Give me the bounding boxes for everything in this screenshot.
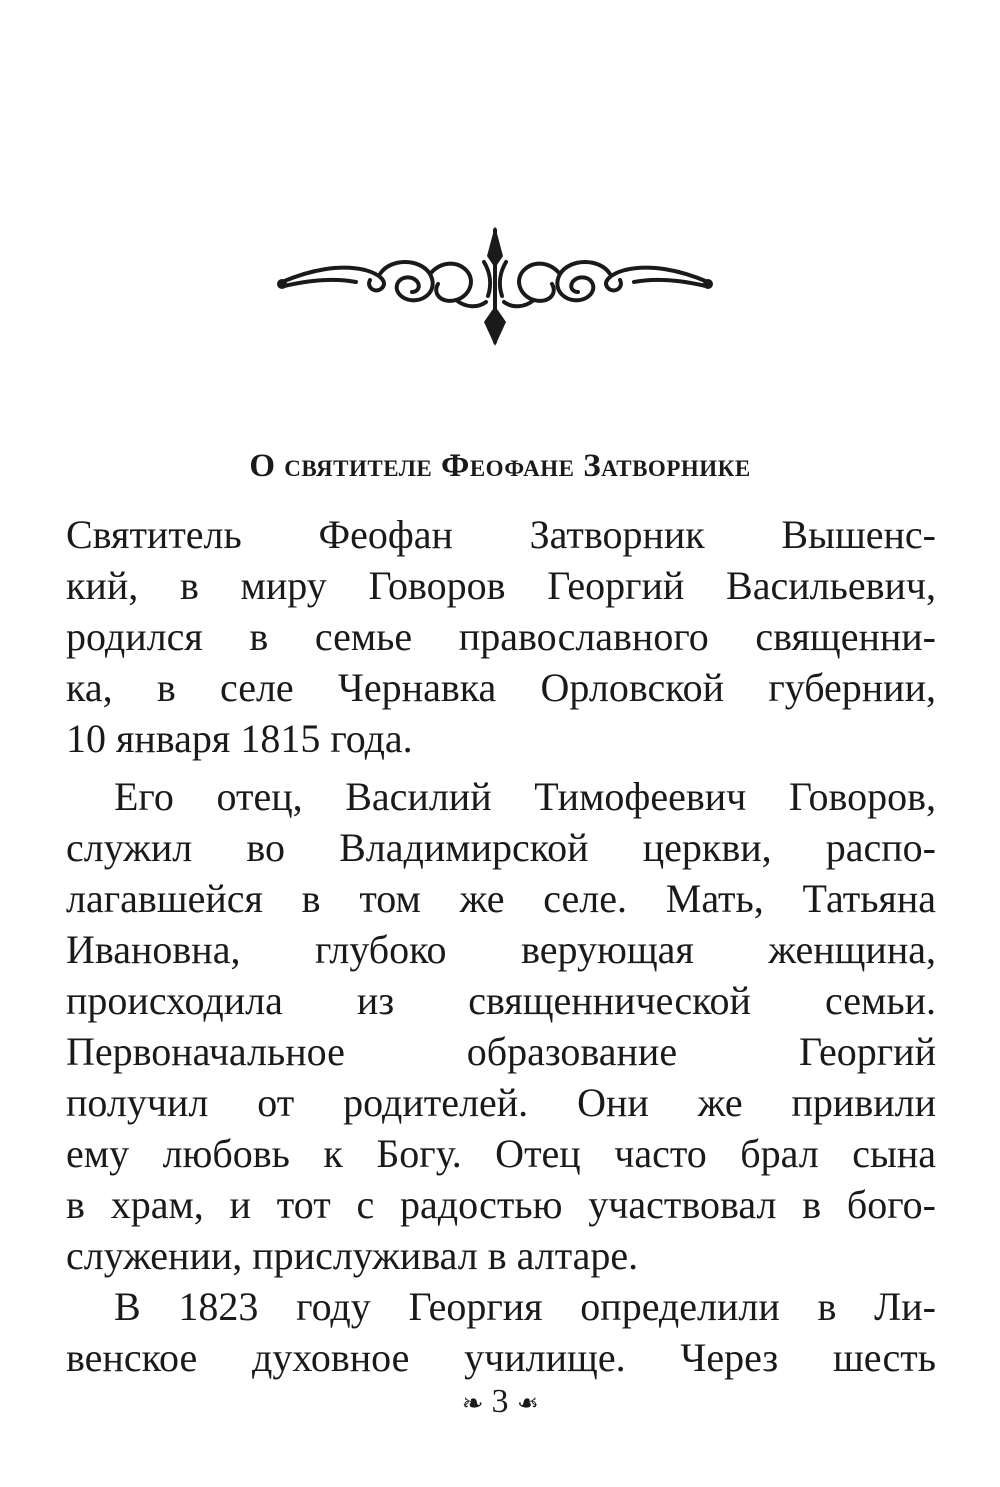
text-line: Первоначальное образование Георгий xyxy=(66,1029,936,1074)
text-line: Святитель Феофан Затворник Вышенс- xyxy=(66,512,936,557)
text-line: лагавшейся в том же селе. Мать, Татьяна xyxy=(66,876,936,921)
text-line: служении, прислуживал в алтаре. xyxy=(66,1233,639,1278)
header-ornament-icon xyxy=(270,222,720,352)
page-number xyxy=(0,1383,1000,1421)
text-line: В 1823 году Георгия определили в Ли- xyxy=(114,1284,936,1329)
right-flourish-icon: ❧ xyxy=(516,1389,539,1419)
text-line: кий, в миру Говоров Георгий Васильевич, xyxy=(66,563,936,608)
page-title: О святителе Феофане Затворнике xyxy=(249,448,751,484)
text-line: Ивановна, глубоко верующая женщина, xyxy=(66,927,936,972)
text-line: родился в семье православного священни- xyxy=(66,614,936,659)
page-number-value: 3 xyxy=(491,1383,509,1420)
text-line: в храм, и тот с радостью участвовал в бого- xyxy=(66,1182,936,1227)
text-line: служил во Владимирской церкви, распо- xyxy=(66,825,936,870)
text-line: ему любовь к Богу. Отец часто брал сына xyxy=(66,1131,936,1176)
text-line: получил от родителей. Они же привили xyxy=(66,1080,936,1125)
text-line: происходила из священнической семьи. xyxy=(66,978,936,1023)
text-line: 10 января 1815 года. xyxy=(66,716,413,761)
text-line: ка, в селе Чернавка Орловской губернии, xyxy=(66,665,936,710)
left-flourish-icon: ❧ xyxy=(461,1389,484,1419)
text-line: Его отец, Василий Тимофеевич Говоров, xyxy=(114,774,936,819)
text-line: венское духовное училище. Через шесть xyxy=(66,1335,936,1380)
